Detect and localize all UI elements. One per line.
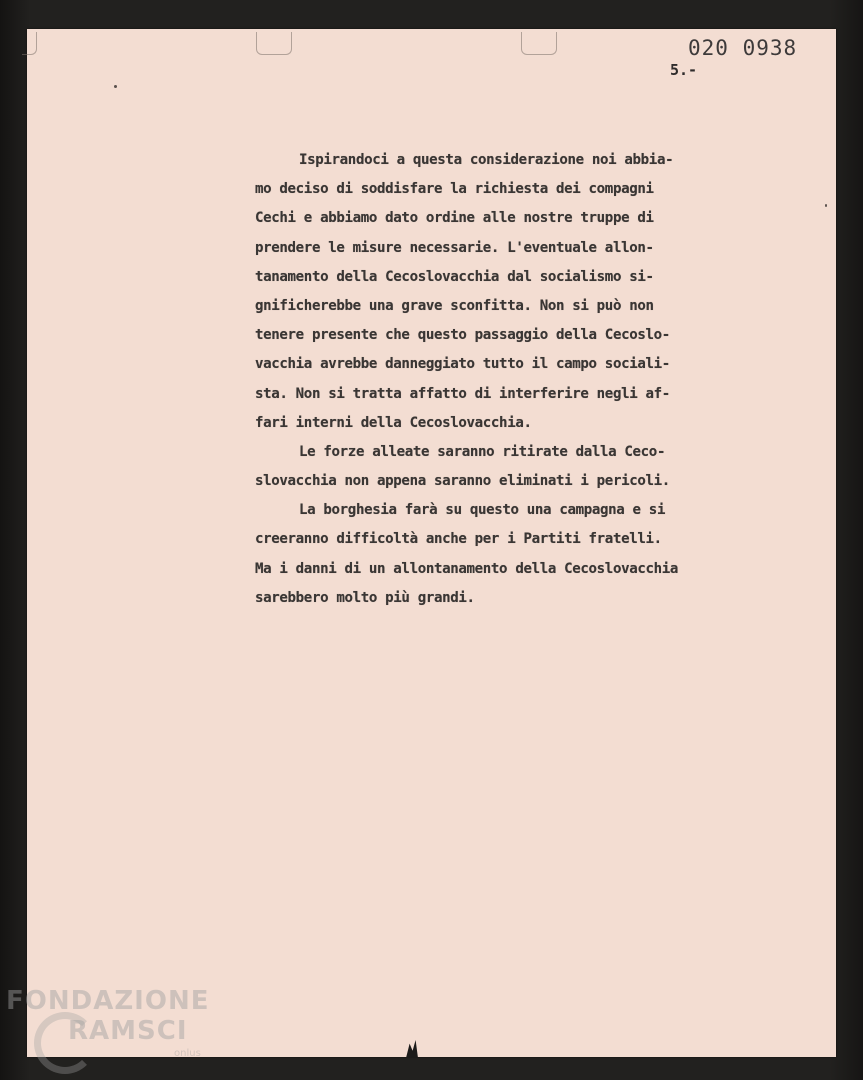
- text-line: Ispirandoci a questa considerazione noi abbia-: [299, 152, 674, 168]
- text-line: tanamento della Cecoslovacchia dal socialismo si-: [255, 268, 654, 285]
- staple-mark-icon: [521, 32, 557, 55]
- text-line: mo deciso di soddisfare la richiesta dei compagni: [255, 181, 654, 198]
- typed-text-body: [255, 146, 775, 613]
- text-line: Ma i danni di un allontanamento della Cecoslovacchia: [255, 560, 679, 577]
- watermark-sub: onlus: [174, 1048, 201, 1059]
- text-line: prendere le misure necessarie. L'eventuale allon-: [255, 239, 654, 256]
- text-line: sarebbero molto più grandi.: [255, 589, 475, 606]
- paper-speck: [825, 204, 827, 207]
- archive-number: 020 0938: [688, 36, 798, 60]
- watermark-line-2: RAMSCI: [68, 1016, 188, 1046]
- staple-mark-icon: [256, 32, 292, 55]
- text-line: Le forze alleate saranno ritirate dalla Ceco-: [299, 443, 666, 460]
- paper-speck: [114, 85, 117, 88]
- text-line: gnificherebbe una grave sconfitta. Non si può non: [255, 297, 654, 314]
- text-line: sta. Non si tratta affatto di interferire negli af-: [255, 385, 670, 402]
- staple-mark-icon: [22, 32, 37, 55]
- watermark-line-1: FONDAZIONE: [6, 986, 210, 1016]
- text-line: fari interni della Cecoslovacchia.: [255, 414, 532, 431]
- text-line: creeranno difficoltà anche per i Partiti fratelli.: [255, 531, 662, 548]
- text-line: vacchia avrebbe danneggiato tutto il campo sociali-: [255, 356, 670, 373]
- text-line: La borghesia farà su questo una campagna e si: [299, 502, 666, 519]
- text-line: tenere presente che questo passaggio della Cecoslo-: [255, 327, 670, 344]
- text-line: Cechi e abbiamo dato ordine alle nostre truppe di: [255, 210, 654, 227]
- text-line: slovacchia non appena saranno eliminati i pericoli.: [255, 473, 670, 490]
- page-number: 5.-: [670, 61, 698, 79]
- watermark: [6, 986, 209, 1046]
